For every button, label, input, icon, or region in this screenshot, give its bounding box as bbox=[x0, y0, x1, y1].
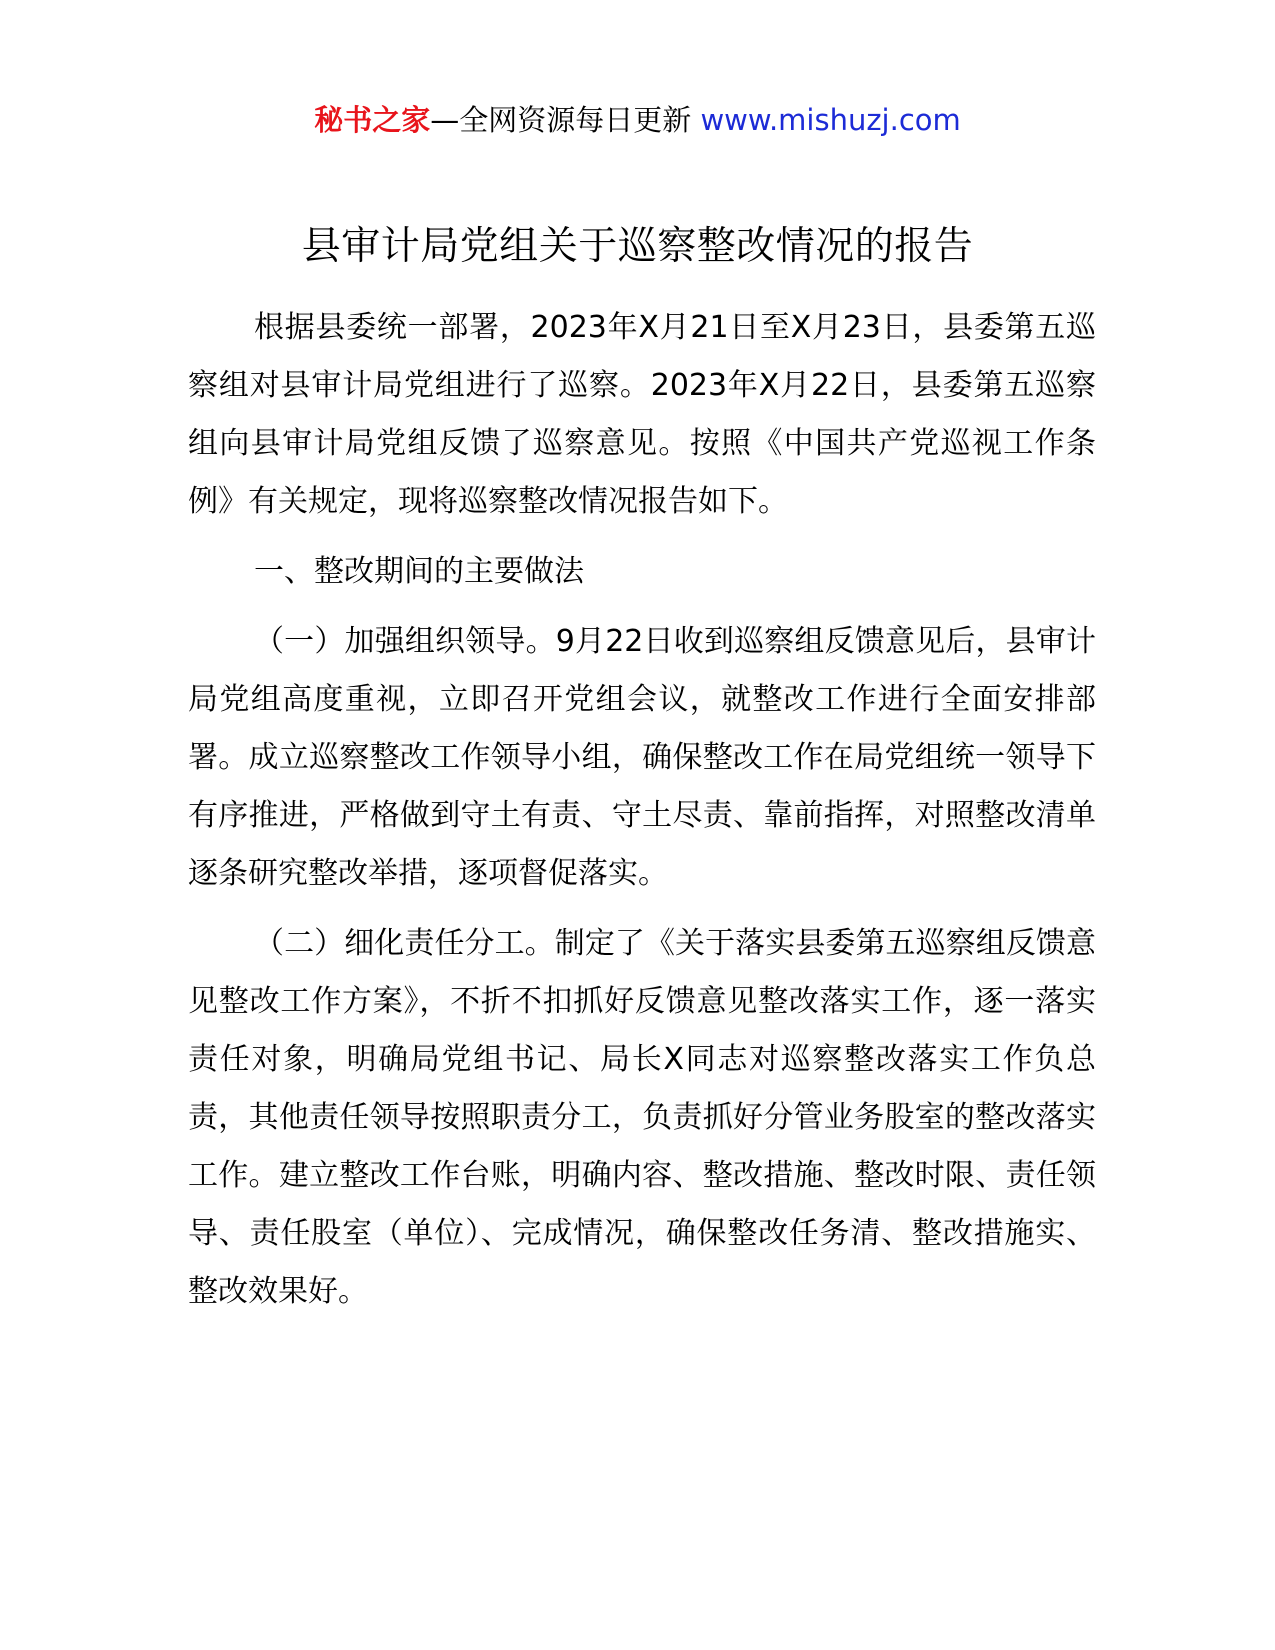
item-paragraph-2: （二）细化责任分工。制定了《关于落实县委第五巡察组反馈意见整改工作方案》，不折不扣抓好反馈意见整改落实工作，逐一落实责任对象，明确局党组书记、局长X同志对巡察整改落实工作负总责，其他责任领导按照职责分工，负责抓好分管业务股室的整改落实工作。建立整改工作台账，明确内容、整改措施、整改时限、责任领导、责任股室（单位）、完成情况，确保整改任务清、整改措施实、整改效果好。 bbox=[188, 926, 1096, 1309]
site-header bbox=[0, 100, 1275, 140]
site-url-link[interactable]: www.mishuzj.com bbox=[700, 103, 961, 137]
document-title: 县审计局党组关于巡察整改情况的报告 bbox=[301, 224, 974, 269]
header-tagline: —全网资源每日更新 bbox=[430, 103, 692, 137]
section-heading: 一、整改期间的主要做法 bbox=[254, 554, 584, 589]
document-body bbox=[188, 299, 1096, 1333]
item-paragraph-1: （一）加强组织领导。9月22日收到巡察组反馈意见后，县审计局党组高度重视，立即召开党组会议，就整改工作进行全面安排部署。成立巡察整改工作领导小组，确保整改工作在局党组统一领导下有序推进，严格做到守土有责、守土尽责、靠前指挥，对照整改清单逐条研究整改举措，逐项督促落实。 bbox=[188, 624, 1096, 891]
brand-name: 秘书之家 bbox=[314, 103, 431, 137]
intro-paragraph: 根据县委统一部署，2023年X月21日至X月23日，县委第五巡察组对县审计局党组进行了巡察。2023年X月22日，县委第五巡察组向县审计局党组反馈了巡察意见。按照《中国共产党巡视工作条例》有关规定，现将巡察整改情况报告如下。 bbox=[188, 310, 1096, 519]
